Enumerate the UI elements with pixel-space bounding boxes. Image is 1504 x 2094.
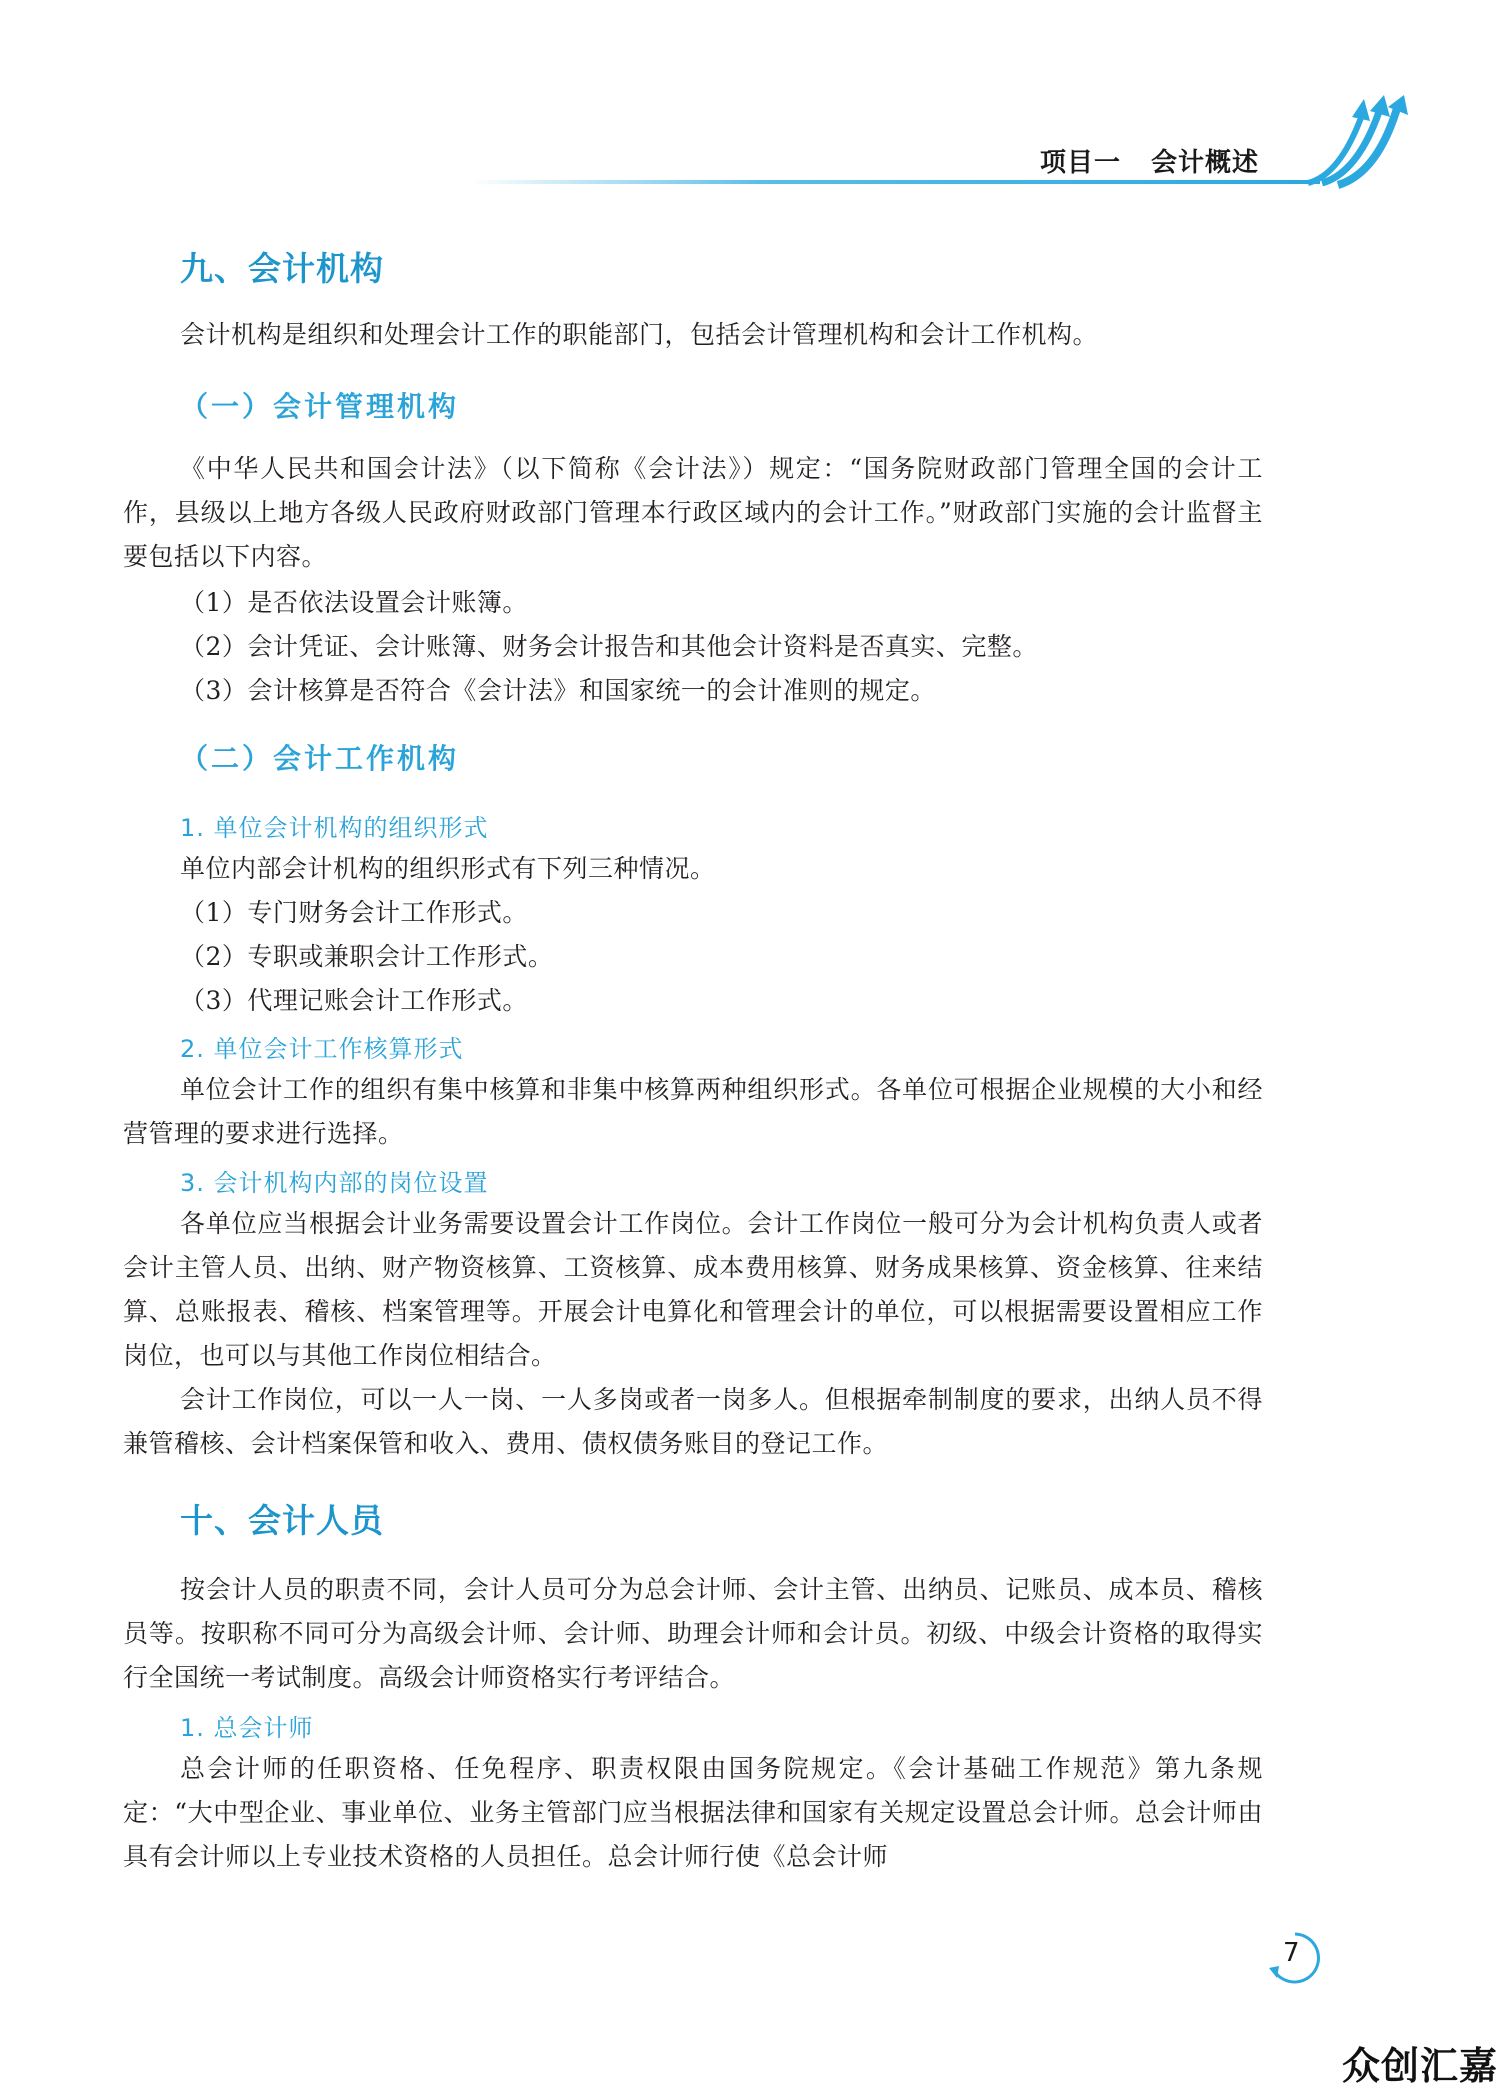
list-item: （3）会计核算是否符合《会计法》和国家统一的会计准则的规定。 (180, 676, 936, 705)
minor-heading: 2. 单位会计工作核算形式 (180, 1035, 464, 1063)
rising-arrows-icon (1300, 95, 1410, 190)
list-item: （3）代理记账会计工作形式。 (180, 986, 528, 1015)
sub2-heading-2 (180, 1029, 1320, 1064)
list-item: （1）专门财务会计工作形式。 (180, 898, 528, 927)
subsection-2-heading (180, 737, 1320, 777)
subsection-title: （二）会计工作机构 (180, 742, 460, 775)
subsection-1-heading (180, 385, 1320, 425)
running-head-project: 项目一 (1039, 148, 1121, 178)
paragraph: 总会计师的任职资格、任免程序、职责权限由国务院规定。《会计基础工作规范》第九条规定：“大中型企业、事业单位、业务主管部门应当根据法律和国家有关规定设置总会计师。总会计师由具有会计师以上专业技术资格的人员担任。总会计师行使《总会计师 (123, 1754, 1263, 1871)
paragraph: 《中华人民共和国会计法》（以下简称《会计法》）规定：“国务院财政部门管理全国的会计工作，县级以上地方各级人民政府财政部门管理本行政区域内的会计工作。”财政部门实施的会计监督主要包括以下内容。 (123, 454, 1263, 571)
paragraph: 会计工作岗位，可以一人一岗、一人多岗或者一岗多人。但根据牵制制度的要求，出纳人员不得兼管稽核、会计档案保管和收入、费用、债权债务账目的登记工作。 (123, 1385, 1263, 1458)
sub2-body-2 (123, 1068, 1263, 1156)
sub2-heading-1 (180, 808, 1320, 843)
watermark: 众创汇嘉 (1341, 2044, 1498, 2088)
section-title: 十、会计人员 (180, 1501, 384, 1540)
paragraph: 各单位应当根据会计业务需要设置会计工作岗位。会计工作岗位一般可分为会计机构负责人或者会计主管人员、出纳、财产物资核算、工资核算、成本费用核算、财务成果核算、资金核算、往来结算、总账报表、稽核、档案管理等。开展会计电算化和管理会计的单位，可以根据需要设置相应工作岗位，也可以与其他工作岗位相结合。 (123, 1209, 1263, 1370)
paragraph: 单位内部会计机构的组织形式有下列三种情况。 (180, 854, 716, 883)
paragraph: 会计机构是组织和处理会计工作的职能部门，包括会计管理机构和会计工作机构。 (180, 320, 1099, 349)
subsection-title: （一）会计管理机构 (180, 390, 460, 423)
list-item: （2）专职或兼职会计工作形式。 (180, 942, 554, 971)
page-header (0, 0, 1504, 200)
running-head-chapter: 会计概述 (1150, 148, 1259, 178)
header-rule (470, 180, 1320, 184)
list-item: （2）会计凭证、会计账簿、财务会计报告和其他会计资料是否真实、完整。 (180, 632, 1038, 661)
minor-heading: 1. 单位会计机构的组织形式 (180, 814, 489, 842)
section-9-intro (180, 313, 1320, 357)
section-title: 九、会计机构 (180, 249, 384, 288)
list-item: （1）是否依法设置会计账簿。 (180, 588, 528, 617)
subsection-1-body (123, 447, 1320, 579)
subsection-1-list (123, 581, 1263, 713)
section-10-heading (180, 1495, 1320, 1542)
sub2-body-3 (123, 1202, 1263, 1466)
sub2-body-1 (123, 847, 1263, 1023)
paragraph: 单位会计工作的组织有集中核算和非集中核算两种组织形式。各单位可根据企业规模的大小和经营管理的要求进行选择。 (123, 1075, 1263, 1148)
paragraph: 按会计人员的职责不同，会计人员可分为总会计师、会计主管、出纳员、记账员、成本员、稽核员等。按职称不同可分为高级会计师、会计师、助理会计师和会计员。初级、中级会计资格的取得实行全国统一考试制度。高级会计师资格实行考评结合。 (123, 1575, 1263, 1692)
minor-heading: 3. 会计机构内部的岗位设置 (180, 1169, 489, 1197)
section-9-heading (180, 243, 1320, 290)
minor-heading: 1. 总会计师 (180, 1714, 314, 1742)
section-10-heading-1 (180, 1708, 1320, 1743)
page-number (1265, 1928, 1325, 1988)
section-10-intro (123, 1568, 1263, 1700)
section-10-body-1 (123, 1747, 1263, 1879)
page-number-text: 7 (1283, 1938, 1300, 1968)
sub2-heading-3 (180, 1163, 1320, 1198)
running-head (1040, 142, 1259, 179)
